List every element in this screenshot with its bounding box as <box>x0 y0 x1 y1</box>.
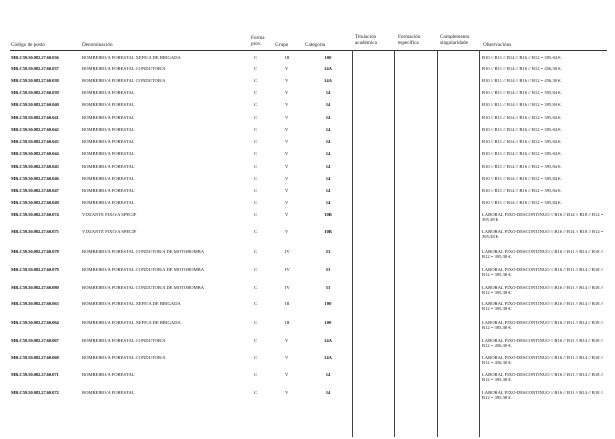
cell-code: MR.C59.50.082.27.60.071 <box>11 372 59 377</box>
cell-forma: C <box>254 338 258 343</box>
cell-code: MR.C59.50.082.27.60.040 <box>11 102 59 107</box>
cell-den: BOMBEIRO/A FORESTAL XEFE/A DE BRIGADA <box>82 55 181 60</box>
cell-cat: 14 <box>325 90 331 95</box>
cell-cat: 53 <box>325 267 331 272</box>
cell-grupo: III <box>285 55 290 60</box>
cell-den: BOMBEIRO/A FORESTAL <box>82 200 135 205</box>
cell-code: MR.C59.50.082.27.60.043 <box>11 139 59 144</box>
cell-forma: C <box>254 139 258 144</box>
cell-code: MR.C59.50.082.27.60.039 <box>11 90 59 95</box>
cell-cat: 14 <box>325 390 331 395</box>
header-forma: Forma prov. <box>251 35 265 47</box>
cell-cat: 10B <box>324 212 332 217</box>
header-denominacion: Denominación <box>82 42 113 48</box>
cell-den: BOMBEIRO/A FORESTAL <box>82 372 135 377</box>
cell-obs: B10 // B11 // B14 // B16 // B12 = 395,84 €. <box>482 115 562 120</box>
cell-cat: 14A <box>324 338 332 343</box>
cell-code: MR.C59.50.082.27.60.041 <box>11 115 59 120</box>
cell-den: BOMBEIRO/A FORESTAL <box>82 164 135 169</box>
header-categoria: Categoría <box>305 42 326 48</box>
cell-grupo: IV <box>285 285 290 290</box>
cell-forma: C <box>254 176 258 181</box>
cell-obs: LABORAL FIXO-DESCONTINUO // B16 // B11 // B14 // B18 // B12 = 456,30 €. <box>482 355 604 366</box>
cell-obs: B10 // B11 // B14 // B16 // B12 = 395,84 €. <box>482 90 562 95</box>
cell-obs: B10 // B11 // B14 // B16 // B12 = 395,84 €. <box>482 151 562 156</box>
cell-den: BOMBEIRO/A FORESTAL <box>82 127 135 132</box>
cell-forma: C <box>254 127 258 132</box>
cell-obs: LABORAL FIXO-DESCONTINUO // B16 // B11 // B14 // B18 // B12 = 395,38 €. <box>482 301 604 312</box>
cell-grupo: V <box>285 188 289 193</box>
cell-code: MR.C59.50.082.27.60.042 <box>11 127 59 132</box>
cell-forma: C <box>254 55 258 60</box>
cell-cat: 10B <box>324 229 332 234</box>
cell-cat: 14 <box>325 372 331 377</box>
cell-obs: B10 // B11 // B14 // B16 // B12 = 395,84 €. <box>482 200 562 205</box>
cell-forma: C <box>254 115 258 120</box>
cell-den: BOMBEIRO/A FORESTAL <box>82 176 135 181</box>
header-codigo: Código de posto <box>11 42 46 48</box>
cell-grupo: IV <box>285 249 290 254</box>
cell-grupo: V <box>285 102 289 107</box>
cell-code: MR.C59.50.082.27.60.074 <box>11 212 59 217</box>
cell-cat: 14A <box>324 78 332 83</box>
cell-cat: 100 <box>324 55 332 60</box>
cell-forma: C <box>254 229 258 234</box>
cell-code: MR.C59.50.082.27.60.063 <box>11 301 59 306</box>
cell-obs: LABORAL FIXO-DESCONTINUO // B16 // B11 // B14 // B18 // B12 = 395,38 €. <box>482 390 604 401</box>
cell-cat: 14 <box>325 115 331 120</box>
cell-cat: 100 <box>324 320 332 325</box>
cell-code: MR.C59.50.082.27.60.044 <box>11 151 59 156</box>
cell-grupo: V <box>285 164 289 169</box>
cell-cat: 14A <box>324 66 332 71</box>
cell-cat: 14 <box>325 176 331 181</box>
cell-code: MR.C59.50.082.27.60.036 <box>11 55 59 60</box>
cell-cat: 53 <box>325 285 331 290</box>
cell-grupo: V <box>285 200 289 205</box>
cell-den: BOMBEIRO/A FORESTAL CONDUTOR/A DE MOTOBOMBA <box>82 285 205 290</box>
cell-grupo: III <box>285 320 290 325</box>
cell-code: MR.C59.50.082.27.60.080 <box>11 285 59 290</box>
cell-grupo: III <box>285 301 290 306</box>
cell-obs: LABORAL FIXO-DESCONTINUO // B16 // B11 // B14 // B18 // B12 = 395,38 €. <box>482 320 604 331</box>
cell-den: BOMBEIRO/A FORESTAL CONDUTOR/A <box>82 338 166 343</box>
cell-grupo: IV <box>285 267 290 272</box>
cell-grupo: V <box>285 139 289 144</box>
cell-obs: LABORAL FIXO-DESCONTINUO // B16 // B14 // B18 // B12 = 395,38 €. <box>482 212 604 223</box>
cell-forma: C <box>254 164 258 169</box>
cell-forma: C <box>254 90 258 95</box>
cell-code: MR.C59.50.082.27.60.075 <box>11 229 59 234</box>
cell-grupo: V <box>285 229 289 234</box>
cell-den: BOMBEIRO/A FORESTAL XEFE/A DE BRIGADA <box>82 301 181 306</box>
cell-code: MR.C59.50.082.27.60.067 <box>11 338 59 343</box>
cell-den: BOMBEIRO/A FORESTAL CONDUTOR/A <box>82 78 166 83</box>
cell-grupo: V <box>285 151 289 156</box>
column-divider <box>394 50 395 437</box>
cell-den: VIXIANTE FIXO/A SPECIF <box>82 212 137 217</box>
cell-forma: C <box>254 188 258 193</box>
cell-den: BOMBEIRO/A FORESTAL CONDUTOR/A <box>82 355 166 360</box>
cell-den: BOMBEIRO/A FORESTAL <box>82 102 135 107</box>
cell-obs: B10 // B11 // B14 // B16 // B12 = 395,84 €. <box>482 164 562 169</box>
cell-forma: C <box>254 390 258 395</box>
cell-cat: 53 <box>325 249 331 254</box>
cell-forma: C <box>254 372 258 377</box>
header-rule <box>10 50 607 51</box>
cell-code: MR.C59.50.082.27.60.037 <box>11 66 59 71</box>
cell-forma: C <box>254 267 258 272</box>
cell-cat: 14 <box>325 188 331 193</box>
header-observacions: Observacións <box>483 42 512 48</box>
cell-obs: B10 // B11 // B14 // B16 // B12 = 395,84 €. <box>482 55 562 60</box>
cell-den: BOMBEIRO/A FORESTAL <box>82 115 135 120</box>
column-divider <box>352 50 353 437</box>
cell-forma: C <box>254 301 258 306</box>
cell-den: BOMBEIRO/A FORESTAL <box>82 139 135 144</box>
cell-code: MR.C59.50.082.27.60.046 <box>11 176 59 181</box>
cell-cat: 100 <box>324 301 332 306</box>
cell-code: MR.C59.50.082.27.60.038 <box>11 78 59 83</box>
cell-den: BOMBEIRO/A FORESTAL CONDUTOR/A DE MOTOBOMBA <box>82 267 205 272</box>
cell-forma: C <box>254 78 258 83</box>
header-grupo: Grupo <box>275 42 289 48</box>
cell-forma: C <box>254 285 258 290</box>
cell-forma: C <box>254 200 258 205</box>
cell-obs: LABORAL FIXO-DESCONTINUO // B16 // B11 // B14 // B18 // B12 = 456,30 €. <box>482 338 604 349</box>
cell-code: MR.C59.50.082.27.60.064 <box>11 320 59 325</box>
column-divider <box>437 50 438 437</box>
cell-code: MR.C59.50.082.27.60.078 <box>11 249 59 254</box>
cell-grupo: V <box>285 372 289 377</box>
cell-den: BOMBEIRO/A FORESTAL CONDUTOR/A DE MOTOBOMBA <box>82 249 205 254</box>
cell-grupo: V <box>285 78 289 83</box>
cell-obs: B10 // B11 // B14 // B16 // B12 = 456,30 €. <box>482 66 562 71</box>
cell-den: VIXIANTE FIXO/A SPECIF <box>82 229 137 234</box>
cell-forma: C <box>254 212 258 217</box>
cell-obs: LABORAL FIXO-DESCONTINUO // B16 // B14 // B18 // B12 = 395,38 €. <box>482 229 604 240</box>
cell-forma: C <box>254 355 258 360</box>
cell-cat: 14 <box>325 139 331 144</box>
cell-cat: 14 <box>325 102 331 107</box>
cell-obs: LABORAL FIXO-DESCONTINUO // B16 // B11 // B14 // B18 // B12 = 395,38 €. <box>482 372 604 383</box>
cell-obs: B10 // B11 // B14 // B16 // B12 = 395,84 €. <box>482 127 562 132</box>
cell-forma: C <box>254 66 258 71</box>
cell-obs: B10 // B11 // B14 // B16 // B12 = 395,84 €. <box>482 188 562 193</box>
cell-obs: B10 // B11 // B14 // B16 // B12 = 395,84 €. <box>482 176 562 181</box>
cell-forma: C <box>254 320 258 325</box>
column-divider <box>479 50 480 437</box>
cell-obs: B10 // B11 // B14 // B16 // B12 = 395,84 €. <box>482 139 562 144</box>
cell-grupo: V <box>285 115 289 120</box>
cell-den: BOMBEIRO/A FORESTAL <box>82 90 135 95</box>
header-formacion: Formación específica <box>398 34 421 46</box>
cell-den: BOMBEIRO/A FORESTAL XEFE/A DE BRIGADA <box>82 320 181 325</box>
cell-grupo: V <box>285 127 289 132</box>
cell-obs: LABORAL FIXO-DESCONTINUO // B16 // B11 // B14 // B18 // B12 = 395,38 €. <box>482 267 604 278</box>
cell-forma: C <box>254 151 258 156</box>
cell-obs: LABORAL FIXO-DESCONTINUO // B16 // B11 // B14 // B18 // B12 = 395,38 €. <box>482 285 604 296</box>
cell-den: BOMBEIRO/A FORESTAL <box>82 151 135 156</box>
cell-obs: B10 // B11 // B14 // B16 // B12 = 456,30 €. <box>482 78 562 83</box>
cell-grupo: V <box>285 390 289 395</box>
cell-grupo: V <box>285 212 289 217</box>
header-titulacion: Titulación académica <box>355 34 377 46</box>
cell-cat: 14A <box>324 355 332 360</box>
cell-code: MR.C59.50.082.27.60.047 <box>11 188 59 193</box>
cell-cat: 14 <box>325 151 331 156</box>
cell-forma: C <box>254 249 258 254</box>
cell-den: BOMBEIRO/A FORESTAL <box>82 188 135 193</box>
cell-forma: C <box>254 102 258 107</box>
cell-grupo: V <box>285 66 289 71</box>
header-complemento: Complemento singularidade <box>440 34 470 46</box>
cell-code: MR.C59.50.082.27.60.072 <box>11 390 59 395</box>
cell-cat: 14 <box>325 200 331 205</box>
cell-code: MR.C59.50.082.27.60.045 <box>11 164 59 169</box>
cell-obs: B10 // B11 // B14 // B16 // B12 = 395,84 €. <box>482 102 562 107</box>
cell-grupo: V <box>285 176 289 181</box>
cell-cat: 14 <box>325 164 331 169</box>
cell-code: MR.C59.50.082.27.60.079 <box>11 267 59 272</box>
cell-obs: LABORAL FIXO-DESCONTINUO // B16 // B11 // B14 // B18 // B12 = 395,38 €. <box>482 249 604 260</box>
cell-code: MR.C59.50.082.27.60.049 <box>11 200 59 205</box>
cell-grupo: V <box>285 90 289 95</box>
cell-den: BOMBEIRO/A FORESTAL <box>82 390 135 395</box>
cell-grupo: V <box>285 355 289 360</box>
cell-den: BOMBEIRO/A FORESTAL CONDUTOR/A <box>82 66 166 71</box>
cell-code: MR.C59.50.082.27.60.068 <box>11 355 59 360</box>
cell-grupo: V <box>285 338 289 343</box>
cell-cat: 14 <box>325 127 331 132</box>
